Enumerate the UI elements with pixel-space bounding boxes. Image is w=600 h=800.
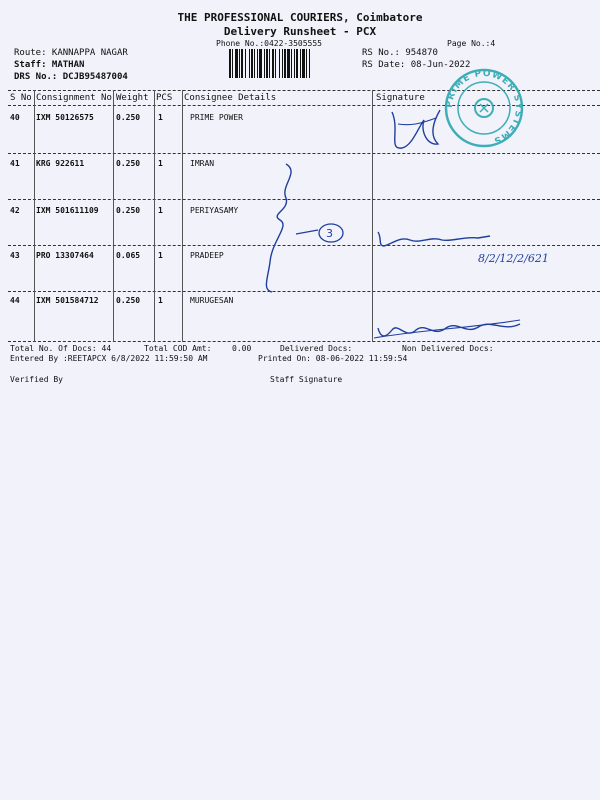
header-pcs: PCS: [156, 93, 173, 103]
arrow-mark: [296, 230, 318, 234]
signature-row-40-stroke: [398, 118, 436, 125]
row-weight: 0.250: [116, 206, 141, 215]
company-title: THE PROFESSIONAL COURIERS, Coimbatore: [177, 11, 423, 24]
signature-row-40: [392, 110, 440, 148]
header-consignee: Consignee Details: [184, 93, 277, 103]
runsheet-title: Delivery Runsheet - PCX: [223, 25, 377, 38]
row-weight: 0.250: [116, 159, 141, 168]
row-consignee: MURUGESAN: [190, 296, 234, 305]
circled-number: 3: [326, 227, 333, 240]
row-pcs: 1: [158, 251, 163, 260]
row-pcs: 1: [158, 206, 163, 215]
staff-label: Staff: MATHAN: [14, 60, 85, 70]
printed-on: Printed On: 08-06-2022 11:59:54: [258, 354, 408, 363]
row-sno: 42: [10, 206, 20, 215]
row-consignee: PRADEEP: [190, 251, 224, 260]
stamp-text: PRIME POWER SYSTEMS: [444, 68, 524, 146]
row-consignment: IXM 50126575: [36, 113, 94, 122]
header-signature: Signature: [376, 93, 425, 103]
row-consignment: IXM 501611109: [36, 206, 99, 215]
row-consignment: IXM 501584712: [36, 296, 99, 305]
total-cod-label: Total COD Amt:: [144, 344, 212, 353]
total-cod-value: 0.00: [232, 344, 252, 353]
row-pcs: 1: [158, 113, 163, 122]
drs-number: DRS No.: DCJB95487004: [14, 72, 128, 82]
rs-date: RS Date: 08-Jun-2022: [362, 60, 471, 70]
row-sno: 44: [10, 296, 20, 305]
header-sno: S No: [10, 93, 32, 103]
phone-number: Phone No.:0422-3505555: [216, 39, 322, 48]
row-sno: 40: [10, 113, 20, 122]
total-docs: Total No. Of Docs: 44: [10, 344, 112, 353]
verified-by: Verified By: [10, 375, 63, 384]
header-weight: Weight: [116, 93, 149, 103]
delivered-docs: Delivered Docs:: [280, 344, 353, 353]
company-stamp: [445, 69, 523, 146]
row-sno: 41: [10, 159, 20, 168]
page-number: Page No.:4: [447, 39, 496, 48]
row-weight: 0.250: [116, 113, 141, 122]
bracket-mark: [266, 164, 291, 292]
header-consignment: Consignment No: [36, 93, 112, 103]
row-weight: 0.065: [116, 251, 141, 260]
signature-row-43: [378, 232, 490, 246]
row-consignment: PRO 13307464: [36, 251, 94, 260]
row-pcs: 1: [158, 296, 163, 305]
row-consignee: IMRAN: [190, 159, 215, 168]
entered-by: Entered By :REETAPCX 6/8/2022 11:59:50 AM: [10, 354, 208, 363]
row-pcs: 1: [158, 159, 163, 168]
signature-row-44-line: [374, 320, 520, 338]
row-weight: 0.250: [116, 296, 141, 305]
date-note: 8/2/12/2/621: [478, 252, 549, 265]
staff-signature-label: Staff Signature: [270, 375, 343, 384]
row-consignee: PRIME POWER: [190, 113, 243, 122]
non-delivered-docs: Non Delivered Docs:: [402, 344, 494, 353]
row-consignment: KRG 922611: [36, 159, 85, 168]
rs-number: RS No.: 954870: [362, 48, 438, 58]
route-label: Route: KANNAPPA NAGAR: [14, 48, 128, 58]
row-sno: 43: [10, 251, 20, 260]
row-consignee: PERIYASAMY: [190, 206, 239, 215]
